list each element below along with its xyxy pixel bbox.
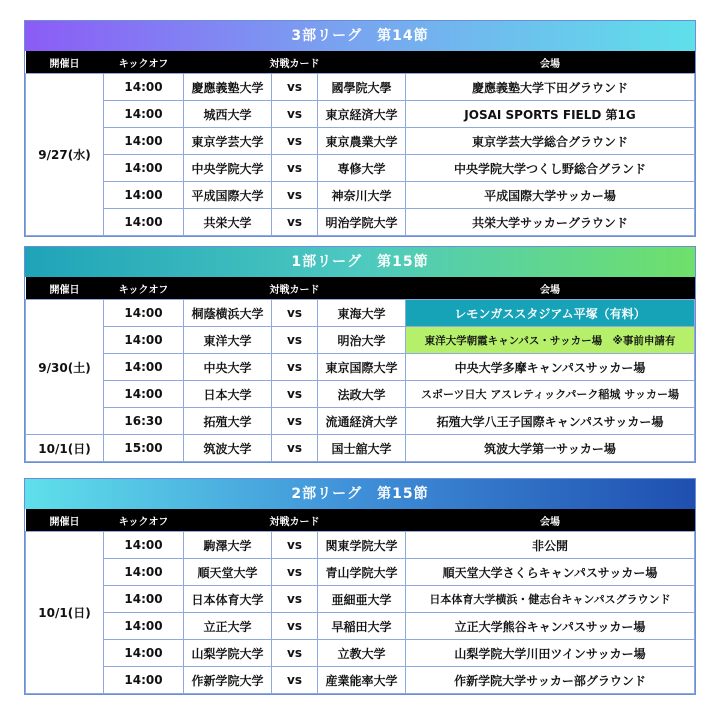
vs-label: vs	[272, 101, 318, 128]
vs-label: vs	[272, 559, 318, 586]
table-row	[26, 667, 695, 694]
venue: 山梨学院大学川田ツインサッカー場	[406, 640, 695, 667]
vs-label: vs	[272, 640, 318, 667]
vs-label: vs	[272, 74, 318, 101]
match-date: 10/1(日)	[26, 532, 104, 694]
league-2-section	[24, 478, 696, 695]
vs-label: vs	[272, 354, 318, 381]
table-header-row	[26, 509, 695, 532]
kickoff-time: 15:00	[104, 435, 184, 462]
venue: JOSAI SPORTS FIELD 第1G	[406, 101, 695, 128]
kickoff-time: 14:00	[104, 559, 184, 586]
vs-label: vs	[272, 381, 318, 408]
away-team: 法政大学	[318, 381, 406, 408]
away-team: 亜細亜大学	[318, 586, 406, 613]
table-row	[26, 182, 695, 209]
vs-label: vs	[272, 408, 318, 435]
away-team: 東京農業大学	[318, 128, 406, 155]
header-card: 対戦カード	[184, 51, 406, 74]
vs-label: vs	[272, 300, 318, 327]
away-team: 流通経済大学	[318, 408, 406, 435]
table-row	[26, 155, 695, 182]
header-card: 対戦カード	[184, 509, 406, 532]
table-row	[26, 559, 695, 586]
table-row	[26, 209, 695, 236]
table-row	[26, 381, 695, 408]
section-title: 1部リーグ 第15節	[25, 247, 695, 277]
table-row	[26, 327, 695, 354]
table-row	[26, 408, 695, 435]
vs-label: vs	[272, 327, 318, 354]
home-team: 東京学芸大学	[184, 128, 272, 155]
home-team: 立正大学	[184, 613, 272, 640]
table-row	[26, 586, 695, 613]
kickoff-time: 14:00	[104, 532, 184, 559]
home-team: 共栄大学	[184, 209, 272, 236]
away-team: 国士舘大学	[318, 435, 406, 462]
home-team: 慶應義塾大学	[184, 74, 272, 101]
header-date: 開催日	[26, 277, 104, 300]
kickoff-time: 14:00	[104, 667, 184, 694]
away-team: 早稲田大学	[318, 613, 406, 640]
away-team: 神奈川大学	[318, 182, 406, 209]
table-row	[26, 101, 695, 128]
header-kickoff: キックオフ	[104, 277, 184, 300]
away-team: 専修大学	[318, 155, 406, 182]
league-3-section	[24, 20, 696, 237]
kickoff-time: 14:00	[104, 128, 184, 155]
away-team: 明治大学	[318, 327, 406, 354]
header-venue: 会場	[406, 277, 695, 300]
league-1-section	[24, 246, 696, 463]
kickoff-time: 14:00	[104, 613, 184, 640]
away-team: 國學院大學	[318, 74, 406, 101]
venue: 立正大学熊谷キャンパスサッカー場	[406, 613, 695, 640]
kickoff-time: 14:00	[104, 74, 184, 101]
header-date: 開催日	[26, 509, 104, 532]
vs-label: vs	[272, 667, 318, 694]
table-row	[26, 354, 695, 381]
home-team: 山梨学院大学	[184, 640, 272, 667]
home-team: 東洋大学	[184, 327, 272, 354]
venue: 平成国際大学サッカー場	[406, 182, 695, 209]
away-team: 産業能率大学	[318, 667, 406, 694]
kickoff-time: 14:00	[104, 209, 184, 236]
table-row	[26, 640, 695, 667]
match-date: 9/27(水)	[26, 74, 104, 236]
schedule-table	[25, 277, 695, 462]
away-team: 青山学院大学	[318, 559, 406, 586]
home-team: 日本大学	[184, 381, 272, 408]
section-title: 2部リーグ 第15節	[25, 479, 695, 509]
header-venue: 会場	[406, 51, 695, 74]
venue: スポーツ日大 アスレティックパーク稲城 サッカー場	[406, 381, 695, 408]
home-team: 中央大学	[184, 354, 272, 381]
home-team: 城西大学	[184, 101, 272, 128]
venue: 東京学芸大学総合グラウンド	[406, 128, 695, 155]
kickoff-time: 14:00	[104, 101, 184, 128]
away-team: 明治学院大学	[318, 209, 406, 236]
venue: 中央大学多摩キャンパスサッカー場	[406, 354, 695, 381]
table-row	[26, 300, 695, 327]
home-team: 拓殖大学	[184, 408, 272, 435]
kickoff-time: 14:00	[104, 381, 184, 408]
table-header-row	[26, 277, 695, 300]
kickoff-time: 14:00	[104, 300, 184, 327]
home-team: 筑波大学	[184, 435, 272, 462]
home-team: 桐蔭横浜大学	[184, 300, 272, 327]
table-row	[26, 613, 695, 640]
venue: 拓殖大学八王子国際キャンパスサッカー場	[406, 408, 695, 435]
home-team: 平成国際大学	[184, 182, 272, 209]
vs-label: vs	[272, 155, 318, 182]
vs-label: vs	[272, 586, 318, 613]
vs-label: vs	[272, 182, 318, 209]
section-title: 3部リーグ 第14節	[25, 21, 695, 51]
away-team: 関東学院大学	[318, 532, 406, 559]
venue: 作新学院大学サッカー部グラウンド	[406, 667, 695, 694]
away-team: 東京経済大学	[318, 101, 406, 128]
away-team: 東京国際大学	[318, 354, 406, 381]
header-date: 開催日	[26, 51, 104, 74]
schedule-table	[25, 51, 695, 236]
away-team: 立教大学	[318, 640, 406, 667]
vs-label: vs	[272, 613, 318, 640]
kickoff-time: 14:00	[104, 586, 184, 613]
venue: 筑波大学第一サッカー場	[406, 435, 695, 462]
venue: 中央学院大学つくし野総合グランド	[406, 155, 695, 182]
match-date: 10/1(日)	[26, 435, 104, 462]
header-card: 対戦カード	[184, 277, 406, 300]
kickoff-time: 14:00	[104, 182, 184, 209]
vs-label: vs	[272, 128, 318, 155]
header-kickoff: キックオフ	[104, 51, 184, 74]
table-row	[26, 435, 695, 462]
match-date: 9/30(土)	[26, 300, 104, 435]
schedule-table	[25, 509, 695, 694]
vs-label: vs	[272, 209, 318, 236]
header-venue: 会場	[406, 509, 695, 532]
vs-label: vs	[272, 435, 318, 462]
venue: 慶應義塾大学下田グラウンド	[406, 74, 695, 101]
venue: レモンガススタジアム平塚（有料）	[406, 300, 695, 327]
venue: 日本体育大学横浜・健志台キャンパスグラウンド	[406, 586, 695, 613]
kickoff-time: 14:00	[104, 354, 184, 381]
away-team: 東海大学	[318, 300, 406, 327]
kickoff-time: 16:30	[104, 408, 184, 435]
table-header-row	[26, 51, 695, 74]
venue: 共栄大学サッカーグラウンド	[406, 209, 695, 236]
home-team: 順天堂大学	[184, 559, 272, 586]
venue: 順天堂大学さくらキャンパスサッカー場	[406, 559, 695, 586]
table-row	[26, 128, 695, 155]
venue: 非公開	[406, 532, 695, 559]
vs-label: vs	[272, 532, 318, 559]
kickoff-time: 14:00	[104, 640, 184, 667]
header-kickoff: キックオフ	[104, 509, 184, 532]
kickoff-time: 14:00	[104, 155, 184, 182]
venue: 東洋大学朝霞キャンパス・サッカー場 ※事前申請有	[406, 327, 695, 354]
home-team: 日本体育大学	[184, 586, 272, 613]
home-team: 駒澤大学	[184, 532, 272, 559]
table-row	[26, 74, 695, 101]
home-team: 中央学院大学	[184, 155, 272, 182]
home-team: 作新学院大学	[184, 667, 272, 694]
kickoff-time: 14:00	[104, 327, 184, 354]
table-row	[26, 532, 695, 559]
